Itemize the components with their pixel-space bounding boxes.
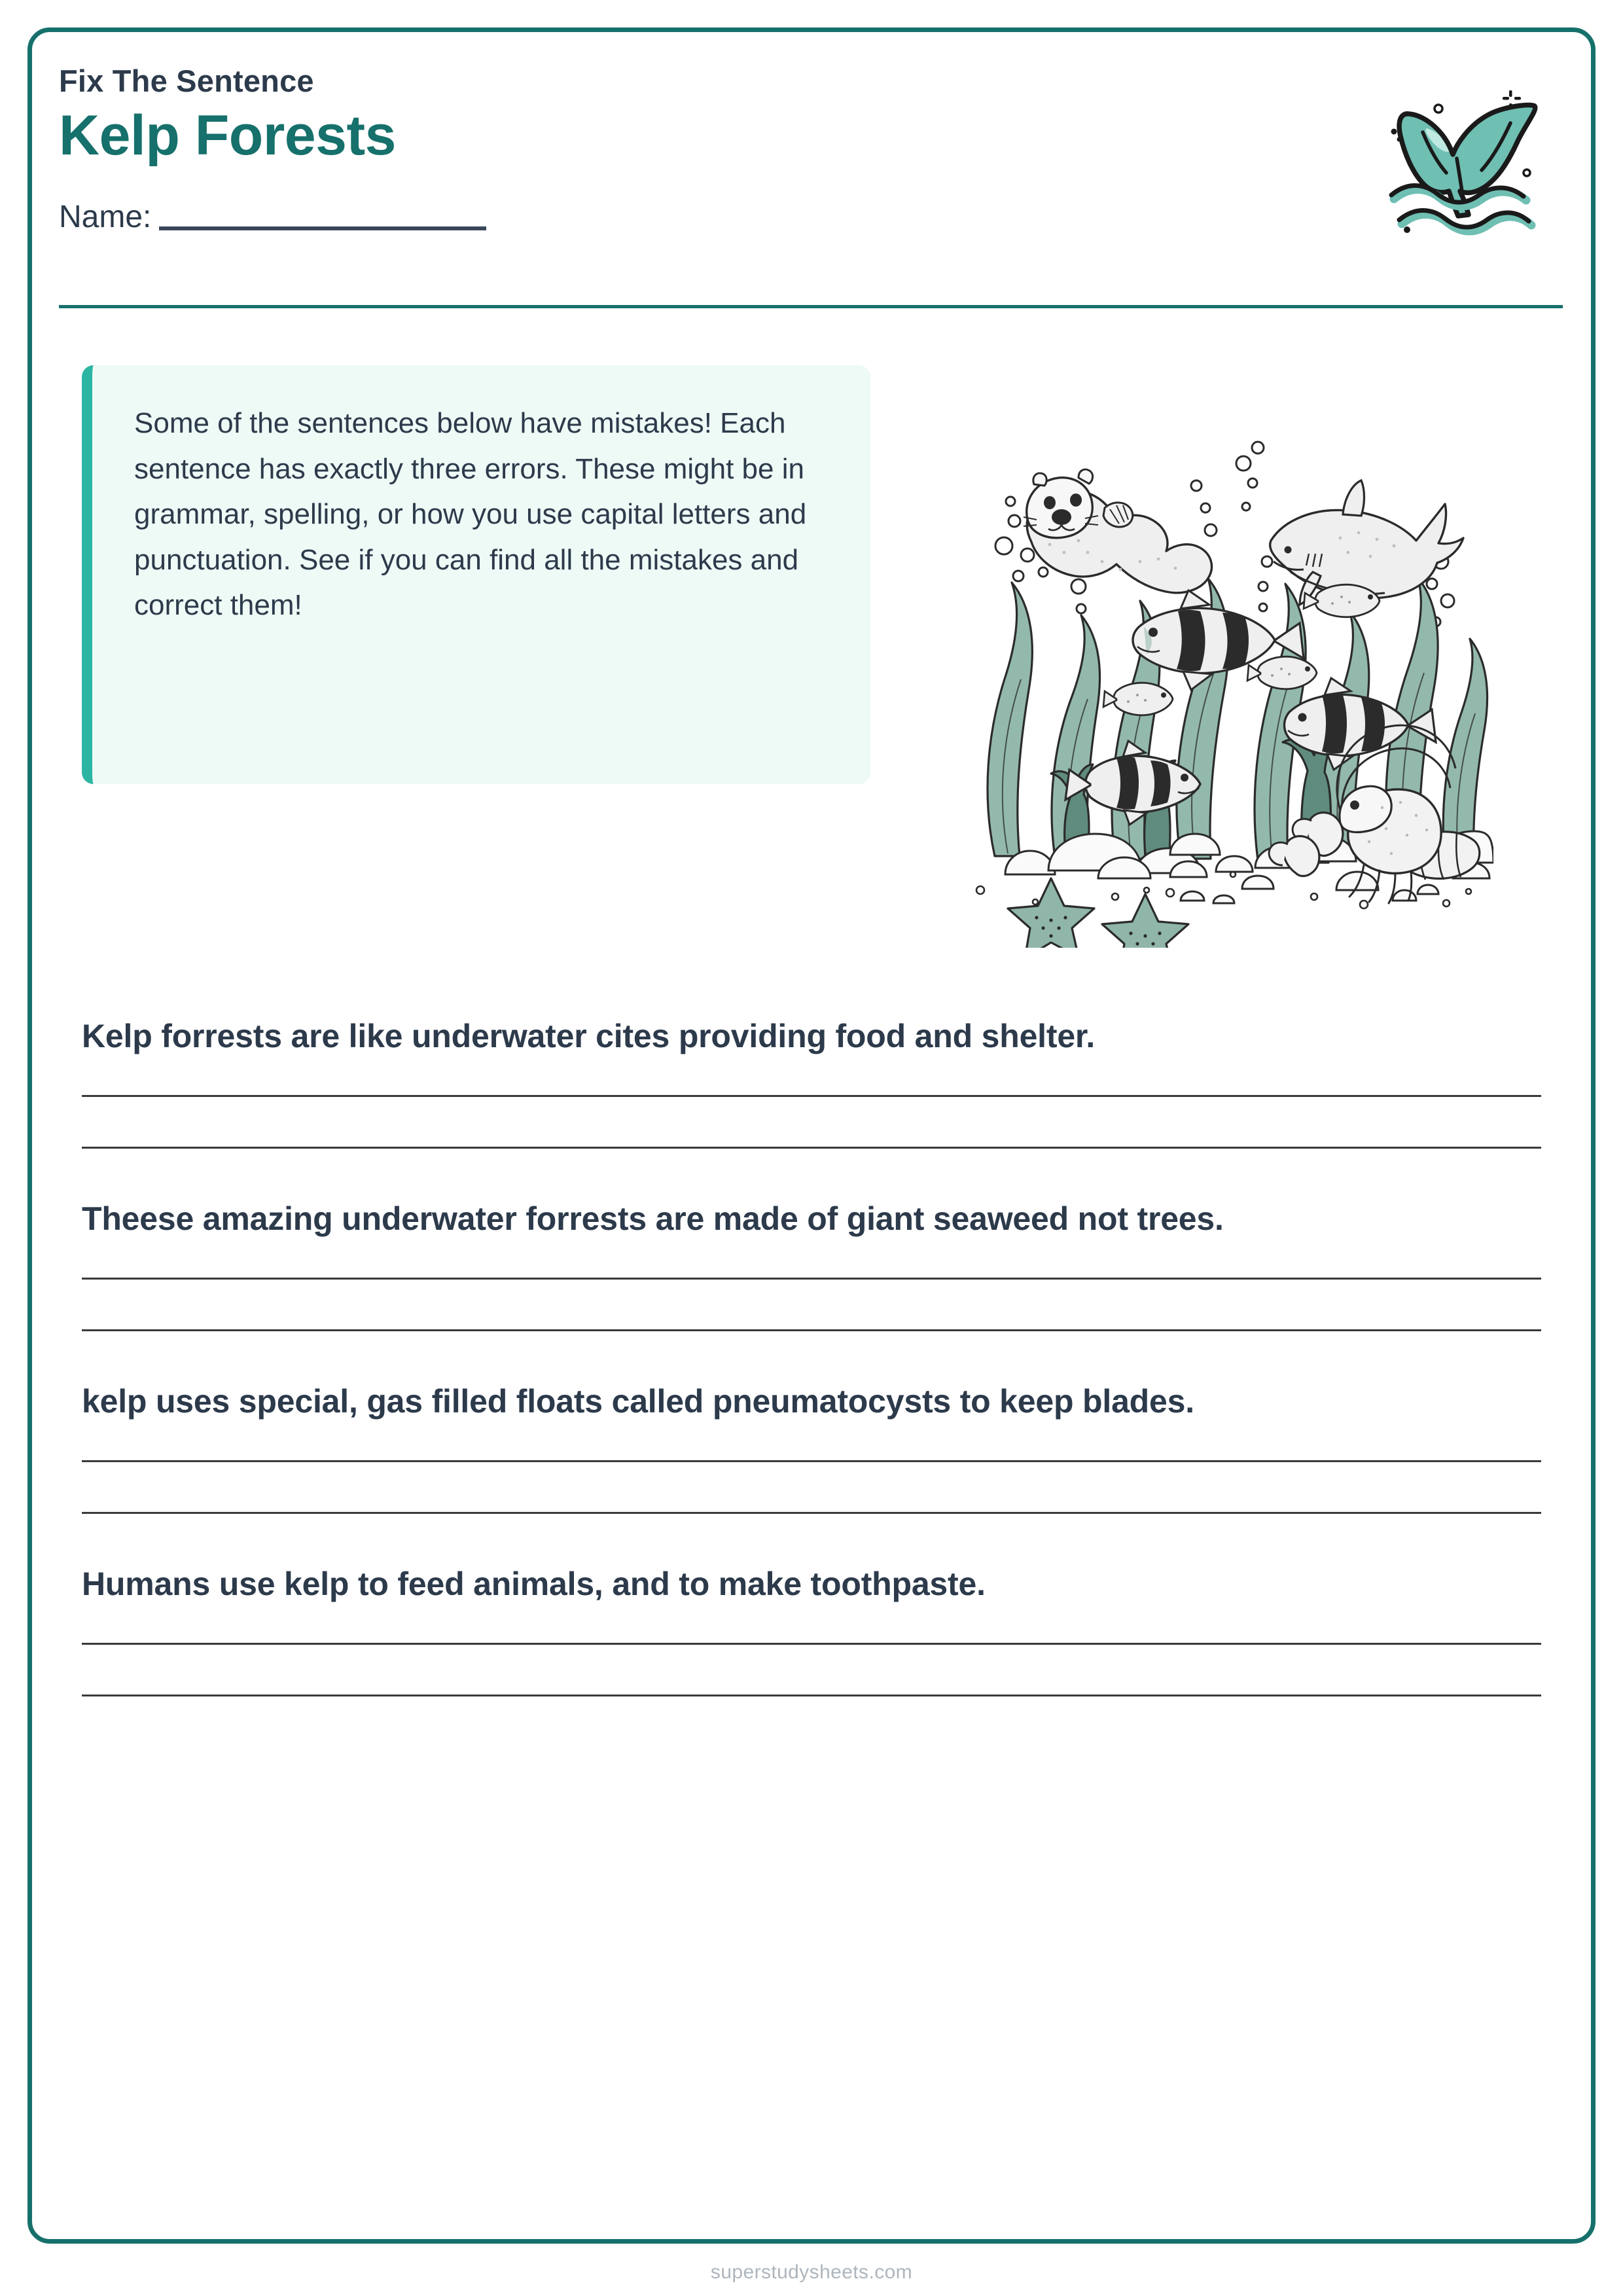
answer-lines-3 — [82, 1460, 1541, 1514]
exercise-item-4 — [82, 1561, 1541, 1696]
answer-line[interactable] — [82, 1512, 1541, 1514]
exercise-list — [82, 1013, 1541, 1696]
answer-line[interactable] — [82, 1643, 1541, 1645]
name-field-row — [59, 202, 486, 233]
spacer — [82, 1514, 1541, 1561]
answer-lines-1 — [82, 1095, 1541, 1149]
answer-lines-2 — [82, 1278, 1541, 1331]
sentence-text-1: Kelp forrests are like underwater cites providing food and shelter. — [82, 1018, 1096, 1054]
exercise-item-2 — [82, 1196, 1541, 1331]
spacer — [82, 1149, 1541, 1196]
answer-lines-4 — [82, 1643, 1541, 1696]
exercise-item-1 — [82, 1013, 1541, 1149]
exercise-item-3 — [82, 1378, 1541, 1514]
worksheet-header — [59, 56, 1564, 312]
kelp-forest-illustration — [950, 404, 1493, 948]
sentence-text-4: Humans use kelp to feed animals, and to make toothpaste. — [82, 1566, 986, 1602]
answer-line[interactable] — [82, 1095, 1541, 1097]
sentence-text-3: kelp uses special, gas filled floats called pneumatocysts to keep blades. — [82, 1383, 1194, 1420]
page-title: Kelp Forests — [59, 104, 396, 167]
answer-line[interactable] — [82, 1695, 1541, 1696]
answer-line[interactable] — [82, 1329, 1541, 1331]
footer-watermark: superstudysheets.com — [710, 2261, 913, 2283]
answer-line[interactable] — [82, 1147, 1541, 1149]
name-input[interactable] — [159, 223, 486, 230]
whale-tail-icon — [1353, 63, 1543, 253]
name-label: Name: — [59, 200, 152, 234]
instructions-text: Some of the sentences below have mistakes! Each sentence has exactly three errors. These might be in grammar, spelling, or how you use capital letters and punctuation. See if you can find all the mistakes and correct them! — [134, 407, 807, 622]
answer-line[interactable] — [82, 1278, 1541, 1280]
worksheet-type-label: Fix The Sentence — [59, 63, 314, 98]
header-divider — [59, 305, 1563, 308]
instructions-callout — [82, 365, 870, 784]
answer-line[interactable] — [82, 1460, 1541, 1462]
sentence-text-2: Theese amazing underwater forrests are made of giant seaweed not trees. — [82, 1200, 1224, 1237]
spacer — [82, 1331, 1541, 1378]
